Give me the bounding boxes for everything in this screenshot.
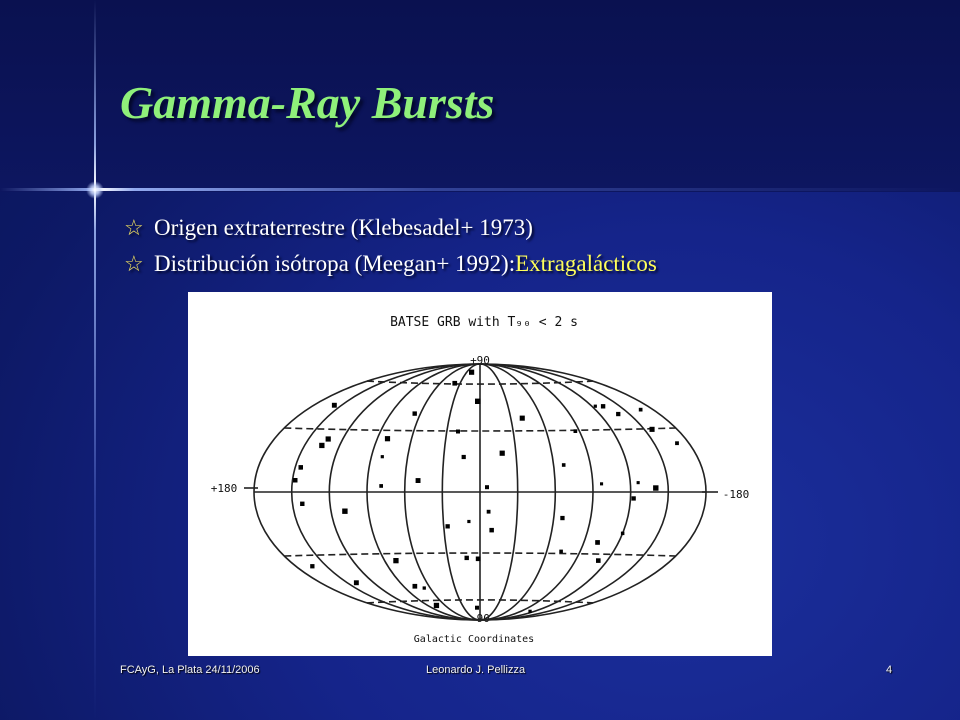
burst-point [637, 481, 640, 484]
burst-point [601, 404, 605, 408]
burst-point [434, 603, 439, 608]
burst-point [650, 427, 655, 432]
burst-point [332, 403, 337, 408]
sky-map-svg [188, 292, 772, 656]
label-top: +90 [470, 354, 490, 367]
star-outline-icon: ☆ [124, 251, 144, 276]
bullet-text: Distribución isótropa (Meegan+ 1992): [154, 251, 516, 276]
burst-point [446, 524, 450, 528]
burst-point [596, 558, 601, 563]
burst-point [293, 478, 298, 483]
flare-vertical-decoration [94, 0, 96, 720]
star-outline-icon: ☆ [124, 215, 144, 240]
burst-point [600, 482, 603, 485]
burst-point [675, 441, 679, 445]
aitoff-grid [244, 364, 718, 620]
figure-title: BATSE GRB with T₉₀ < 2 s [390, 315, 578, 330]
burst-point [632, 496, 636, 500]
burst-point [469, 370, 474, 375]
burst-point [467, 520, 470, 523]
burst-point [621, 532, 625, 536]
burst-point [319, 443, 324, 448]
slide-title: Gamma-Ray Bursts [120, 77, 495, 128]
burst-point [639, 408, 643, 412]
burst-point [416, 478, 421, 483]
burst-point [616, 412, 620, 416]
burst-point [379, 484, 383, 488]
burst-point [342, 509, 347, 514]
burst-point [653, 485, 658, 490]
burst-point [487, 510, 491, 514]
burst-point [299, 466, 302, 469]
burst-point [520, 416, 525, 421]
burst-point [595, 540, 600, 545]
bullet-item-origin [124, 210, 657, 246]
burst-point [326, 436, 331, 441]
burst-point [413, 411, 417, 415]
burst-point [423, 586, 426, 589]
grb-sky-map-figure [188, 292, 772, 656]
burst-point [310, 564, 314, 568]
figure-caption: Galactic Coordinates [413, 634, 535, 645]
burst-point [385, 436, 390, 441]
bullet-text: Origen extraterrestre (Klebesadel+ 1973) [154, 215, 533, 240]
burst-point [456, 430, 460, 434]
burst-point [354, 580, 359, 585]
footer-event: FCAyG, La Plata 24/11/2006 [120, 664, 260, 676]
burst-point [475, 399, 480, 404]
burst-point [462, 455, 466, 459]
burst-point [560, 516, 564, 520]
label-left: +180 [210, 482, 238, 495]
burst-point [413, 584, 418, 589]
bullet-highlight: Extragalácticos [515, 251, 657, 276]
bullet-list [124, 210, 657, 282]
burst-point [475, 606, 479, 610]
burst-point [465, 556, 469, 560]
burst-point [500, 451, 505, 456]
burst-point [452, 381, 457, 386]
bullet-item-distribution [124, 246, 657, 282]
burst-point [489, 528, 494, 533]
burst-point [594, 405, 597, 408]
burst-point [300, 502, 304, 506]
label-right: -180 [722, 488, 750, 501]
burst-point [562, 463, 566, 467]
flare-star-icon [86, 181, 104, 199]
burst-point [381, 455, 384, 458]
burst-point [574, 429, 578, 433]
page-number: 4 [886, 664, 893, 676]
label-bottom: -90 [470, 612, 490, 625]
burst-point [393, 558, 398, 563]
flare-horizontal-decoration [0, 188, 960, 191]
burst-point [528, 610, 531, 613]
burst-point [476, 557, 481, 562]
footer-author: Leonardo J. Pellizza [426, 664, 526, 676]
burst-point [485, 485, 489, 489]
burst-point [559, 550, 563, 554]
